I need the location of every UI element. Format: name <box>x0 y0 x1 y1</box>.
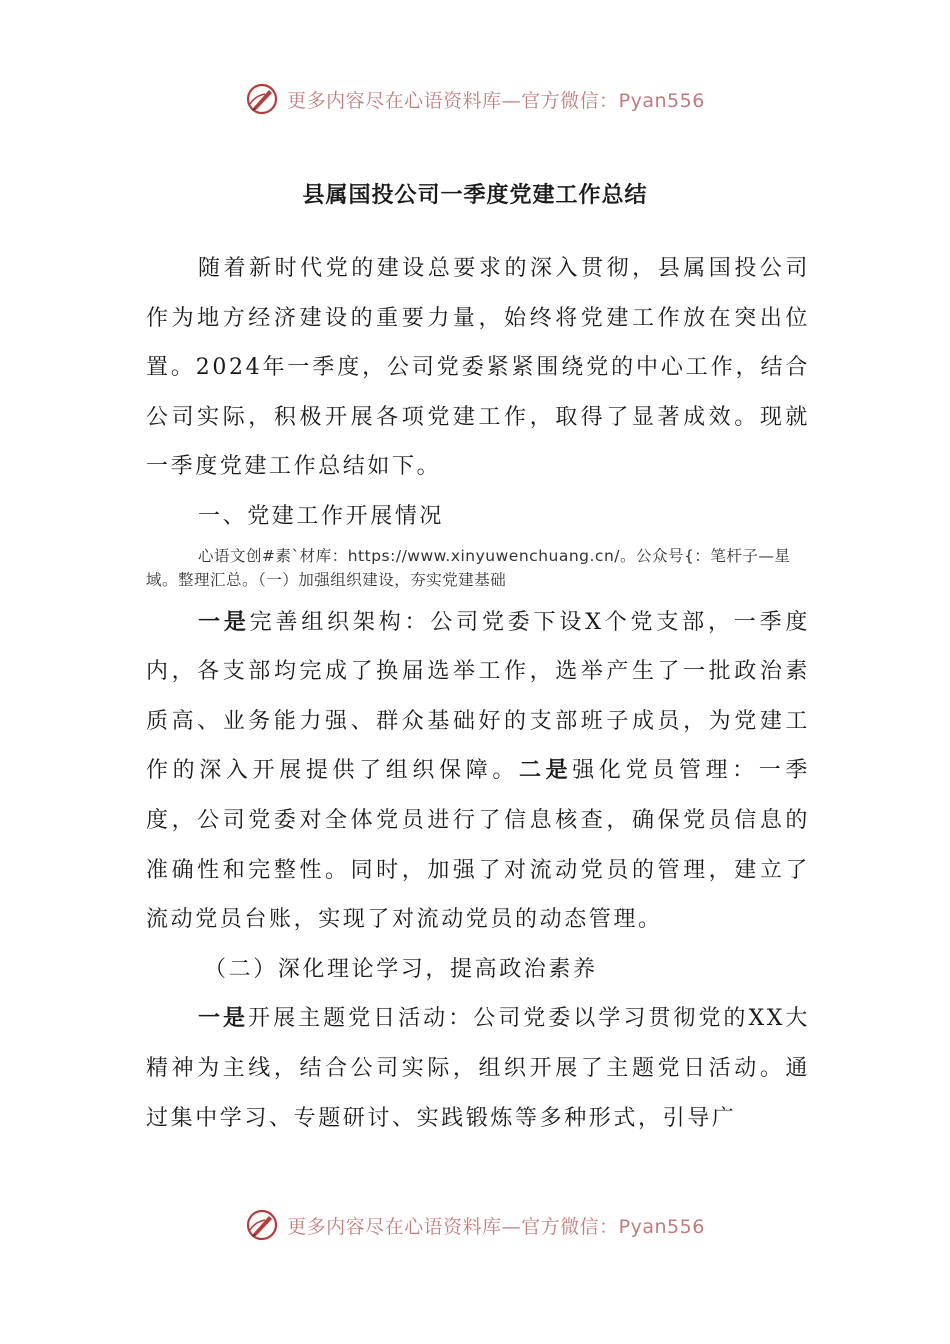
subheading-2: （二）深化理论学习，提高政治素养 <box>204 956 598 982</box>
header-banner-text-cn: 更多内容尽在心语资料库—官方微信： <box>287 89 619 112</box>
document-title: 县属国投公司一季度党建工作总结 <box>302 182 648 208</box>
footer-banner-text-cn: 更多内容尽在心语资料库—官方微信： <box>287 1215 619 1238</box>
header-banner-text-en: Pyan556 <box>618 89 705 112</box>
paragraph-org-building <box>146 598 810 945</box>
pen-logo-icon <box>245 82 279 116</box>
header-banner-text <box>287 86 705 113</box>
lead-phrase: 一是 <box>198 608 250 635</box>
paragraph-text: 开展主题党日活动：公司党委以学习贯彻党的XX大精神为主线，结合公司实际，组织开展了主题党日活动。通过集中学习、专题研讨、实践锻炼等多种形式，引导广 <box>146 1006 810 1131</box>
document-body <box>146 244 810 1143</box>
footer-banner-text-en: Pyan556 <box>618 1215 705 1238</box>
intro-paragraph: 随着新时代党的建设总要求的深入贯彻，县属国投公司作为地方经济建设的重要力量，始终将党建工作放在突出位置。2024年一季度，公司党委紧紧围绕党的中心工作，结合公司实际，积极开展各项党建工作，取得了显著成效。现就一季度党建工作总结如下。 <box>146 256 810 480</box>
lead-phrase: 二是 <box>518 757 573 784</box>
lead-phrase: 一是 <box>198 1005 249 1032</box>
watermark-line: 心语文创#素`材库：https://www.xinyuwenchuang.cn/。公众号{：笔杆子—星域。整理汇总。（一）加强组织建设，夯实党建基础 <box>146 546 791 589</box>
paragraph-text: 完善组织架构：公司党委下设X个党支部，一季度内，各支部均完成了换届选举工作，选举产生了一批政治素质高、业务能力强、群众基础好的支部班子成员，为党建工作的深入开展提供了组织保障。 <box>146 609 810 784</box>
header-banner <box>0 82 950 116</box>
footer-banner <box>0 1208 950 1242</box>
paragraph-text: 强化党员管理：一季度，公司党委对全体党员进行了信息核查，确保党员信息的准确性和完整性。同时，加强了对流动党员的管理，建立了流动党员台账，实现了对流动党员的动态管理。 <box>146 758 811 933</box>
footer-banner-text <box>287 1212 705 1239</box>
pen-logo-icon <box>245 1208 279 1242</box>
section-heading-1: 一、党建工作开展情况 <box>198 503 445 529</box>
paragraph-theory-study <box>146 994 810 1143</box>
